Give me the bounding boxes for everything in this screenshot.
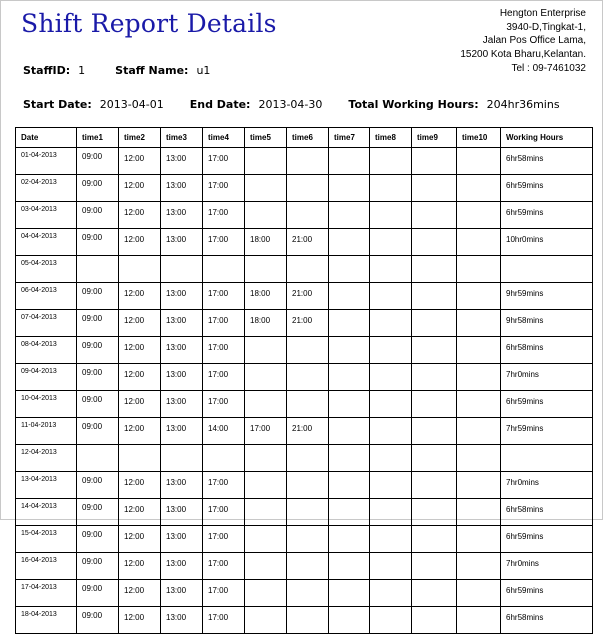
time-cell: 17:00 <box>203 283 245 310</box>
time-cell <box>245 337 287 364</box>
start-date-label: Start Date: <box>23 98 92 111</box>
time-cell <box>203 445 245 472</box>
date-cell: 04-04-2013 <box>16 229 77 256</box>
time-cell <box>329 310 370 337</box>
time-cell <box>287 526 329 553</box>
time-cell <box>370 553 412 580</box>
time-cell <box>329 472 370 499</box>
time-cell <box>412 418 457 445</box>
working-hours-cell: 9hr58mins <box>501 310 593 337</box>
time-cell <box>245 499 287 526</box>
time-cell <box>161 445 203 472</box>
time-cell: 13:00 <box>161 391 203 418</box>
time-cell <box>287 445 329 472</box>
time-cell: 13:00 <box>161 418 203 445</box>
table-row <box>16 148 593 175</box>
company-address-line: Jalan Pos Office Lama, <box>482 35 586 46</box>
time-cell <box>245 607 287 634</box>
time-cell: 09:00 <box>77 202 119 229</box>
working-hours-cell: 6hr59mins <box>501 175 593 202</box>
staff-name-value: u1 <box>196 64 211 77</box>
column-header: Date <box>16 128 77 148</box>
time-cell <box>329 175 370 202</box>
time-cell <box>329 418 370 445</box>
time-cell <box>329 391 370 418</box>
time-cell <box>329 553 370 580</box>
time-cell: 12:00 <box>119 418 161 445</box>
time-cell <box>119 256 161 283</box>
end-date-value: 2013-04-30 <box>258 98 323 111</box>
working-hours-cell: 7hr0mins <box>501 472 593 499</box>
table-row <box>16 256 593 283</box>
time-cell <box>457 337 501 364</box>
time-cell: 17:00 <box>203 310 245 337</box>
time-cell <box>457 418 501 445</box>
time-cell <box>370 445 412 472</box>
time-cell <box>287 607 329 634</box>
time-cell: 09:00 <box>77 175 119 202</box>
time-cell: 17:00 <box>203 229 245 256</box>
time-cell <box>245 202 287 229</box>
period-info <box>23 98 586 111</box>
time-cell: 09:00 <box>77 310 119 337</box>
working-hours-cell: 6hr58mins <box>501 607 593 634</box>
time-cell <box>287 391 329 418</box>
table-row <box>16 526 593 553</box>
time-cell: 17:00 <box>203 364 245 391</box>
time-cell <box>412 580 457 607</box>
shift-table <box>15 127 593 634</box>
total-hours-label: Total Working Hours: <box>348 98 479 111</box>
time-cell <box>329 256 370 283</box>
time-cell <box>412 202 457 229</box>
time-cell: 12:00 <box>119 364 161 391</box>
staff-id-value: 1 <box>78 64 86 77</box>
date-cell: 17-04-2013 <box>16 580 77 607</box>
working-hours-cell: 6hr58mins <box>501 148 593 175</box>
time-cell: 09:00 <box>77 391 119 418</box>
time-cell: 12:00 <box>119 310 161 337</box>
time-cell <box>457 607 501 634</box>
time-cell: 09:00 <box>77 337 119 364</box>
time-cell <box>412 445 457 472</box>
time-cell: 12:00 <box>119 202 161 229</box>
time-cell <box>457 310 501 337</box>
working-hours-cell <box>501 445 593 472</box>
time-cell <box>161 256 203 283</box>
date-cell: 14-04-2013 <box>16 499 77 526</box>
time-cell: 17:00 <box>245 418 287 445</box>
time-cell <box>245 391 287 418</box>
time-cell: 12:00 <box>119 526 161 553</box>
date-cell: 10-04-2013 <box>16 391 77 418</box>
time-cell: 13:00 <box>161 310 203 337</box>
time-cell: 12:00 <box>119 283 161 310</box>
time-cell <box>457 580 501 607</box>
table-row <box>16 580 593 607</box>
time-cell <box>457 499 501 526</box>
time-cell: 12:00 <box>119 391 161 418</box>
time-cell: 13:00 <box>161 526 203 553</box>
company-name: Hengton Enterprise <box>499 8 586 19</box>
table-row <box>16 202 593 229</box>
time-cell: 18:00 <box>245 283 287 310</box>
table-row <box>16 364 593 391</box>
working-hours-cell: 6hr58mins <box>501 337 593 364</box>
time-cell: 09:00 <box>77 148 119 175</box>
time-cell: 21:00 <box>287 229 329 256</box>
report-title: Shift Report Details <box>21 9 277 38</box>
time-cell <box>329 229 370 256</box>
time-cell: 12:00 <box>119 499 161 526</box>
time-cell: 12:00 <box>119 472 161 499</box>
time-cell <box>412 499 457 526</box>
time-cell: 09:00 <box>77 499 119 526</box>
time-cell <box>370 418 412 445</box>
column-header: time2 <box>119 128 161 148</box>
working-hours-cell <box>501 256 593 283</box>
working-hours-cell: 7hr0mins <box>501 364 593 391</box>
company-address-line: 15200 Kota Bharu,Kelantan. <box>460 48 586 60</box>
time-cell <box>245 553 287 580</box>
time-cell <box>329 607 370 634</box>
time-cell <box>329 202 370 229</box>
time-cell <box>287 553 329 580</box>
time-cell: 13:00 <box>161 472 203 499</box>
time-cell <box>457 229 501 256</box>
table-row <box>16 553 593 580</box>
time-cell: 21:00 <box>287 283 329 310</box>
working-hours-cell: 7hr0mins <box>501 553 593 580</box>
date-cell: 07-04-2013 <box>16 310 77 337</box>
time-cell <box>412 337 457 364</box>
column-header: time1 <box>77 128 119 148</box>
time-cell <box>245 445 287 472</box>
time-cell: 09:00 <box>77 364 119 391</box>
time-cell: 17:00 <box>203 148 245 175</box>
time-cell: 14:00 <box>203 418 245 445</box>
date-cell: 15-04-2013 <box>16 526 77 553</box>
table-row <box>16 175 593 202</box>
time-cell <box>412 607 457 634</box>
time-cell <box>457 175 501 202</box>
time-cell: 17:00 <box>203 337 245 364</box>
table-row <box>16 391 593 418</box>
time-cell <box>412 553 457 580</box>
time-cell <box>370 607 412 634</box>
total-hours-value: 204hr36mins <box>486 98 560 111</box>
time-cell: 17:00 <box>203 553 245 580</box>
time-cell <box>457 391 501 418</box>
time-cell <box>457 472 501 499</box>
time-cell: 17:00 <box>203 526 245 553</box>
column-header: time4 <box>203 128 245 148</box>
time-cell: 17:00 <box>203 499 245 526</box>
working-hours-cell: 6hr59mins <box>501 580 593 607</box>
time-cell <box>245 472 287 499</box>
time-cell: 09:00 <box>77 472 119 499</box>
time-cell: 09:00 <box>77 526 119 553</box>
time-cell: 13:00 <box>161 553 203 580</box>
date-cell: 11-04-2013 <box>16 418 77 445</box>
staff-id-label: StaffID: <box>23 64 71 77</box>
table-row <box>16 418 593 445</box>
table-row <box>16 472 593 499</box>
time-cell: 12:00 <box>119 229 161 256</box>
company-address-line: 3940-D,Tingkat-1, <box>506 21 586 33</box>
column-header: time9 <box>412 128 457 148</box>
time-cell: 09:00 <box>77 283 119 310</box>
time-cell <box>245 526 287 553</box>
start-date-value: 2013-04-01 <box>99 98 164 111</box>
time-cell <box>287 202 329 229</box>
working-hours-cell: 7hr59mins <box>501 418 593 445</box>
staff-info <box>23 64 240 77</box>
time-cell <box>245 256 287 283</box>
column-header: time3 <box>161 128 203 148</box>
time-cell <box>203 256 245 283</box>
time-cell: 12:00 <box>119 607 161 634</box>
column-header: time7 <box>329 128 370 148</box>
shift-table-container <box>15 127 592 634</box>
date-cell: 18-04-2013 <box>16 607 77 634</box>
time-cell <box>329 445 370 472</box>
date-cell: 13-04-2013 <box>16 472 77 499</box>
table-row <box>16 607 593 634</box>
time-cell: 12:00 <box>119 337 161 364</box>
working-hours-cell: 10hr0mins <box>501 229 593 256</box>
column-header: time8 <box>370 128 412 148</box>
time-cell <box>457 256 501 283</box>
column-header: Working Hours <box>501 128 593 148</box>
time-cell: 17:00 <box>203 391 245 418</box>
time-cell <box>287 364 329 391</box>
time-cell <box>287 472 329 499</box>
time-cell <box>457 202 501 229</box>
date-cell: 03-04-2013 <box>16 202 77 229</box>
time-cell: 17:00 <box>203 580 245 607</box>
time-cell: 13:00 <box>161 364 203 391</box>
time-cell: 13:00 <box>161 283 203 310</box>
time-cell <box>412 472 457 499</box>
time-cell <box>329 364 370 391</box>
time-cell <box>370 499 412 526</box>
time-cell: 12:00 <box>119 175 161 202</box>
time-cell <box>457 553 501 580</box>
time-cell <box>287 337 329 364</box>
time-cell <box>329 148 370 175</box>
time-cell: 13:00 <box>161 175 203 202</box>
table-row <box>16 229 593 256</box>
time-cell: 12:00 <box>119 553 161 580</box>
time-cell <box>412 526 457 553</box>
date-cell: 12-04-2013 <box>16 445 77 472</box>
time-cell <box>370 148 412 175</box>
company-tel: Tel : 09-7461032 <box>511 63 586 74</box>
column-header: time6 <box>287 128 329 148</box>
time-cell <box>329 499 370 526</box>
time-cell: 18:00 <box>245 310 287 337</box>
time-cell: 09:00 <box>77 553 119 580</box>
date-cell: 08-04-2013 <box>16 337 77 364</box>
time-cell <box>412 310 457 337</box>
table-row <box>16 499 593 526</box>
time-cell <box>412 364 457 391</box>
time-cell <box>370 364 412 391</box>
time-cell: 21:00 <box>287 418 329 445</box>
time-cell <box>412 283 457 310</box>
working-hours-cell: 6hr59mins <box>501 526 593 553</box>
time-cell <box>457 283 501 310</box>
date-cell: 02-04-2013 <box>16 175 77 202</box>
time-cell <box>457 148 501 175</box>
time-cell: 09:00 <box>77 607 119 634</box>
time-cell <box>77 256 119 283</box>
time-cell: 13:00 <box>161 337 203 364</box>
column-header: time10 <box>457 128 501 148</box>
time-cell: 13:00 <box>161 202 203 229</box>
time-cell <box>287 148 329 175</box>
date-cell: 09-04-2013 <box>16 364 77 391</box>
time-cell: 09:00 <box>77 229 119 256</box>
time-cell <box>457 364 501 391</box>
time-cell <box>370 526 412 553</box>
date-cell: 06-04-2013 <box>16 283 77 310</box>
time-cell <box>457 445 501 472</box>
time-cell: 12:00 <box>119 580 161 607</box>
time-cell <box>370 175 412 202</box>
time-cell: 13:00 <box>161 499 203 526</box>
time-cell <box>287 580 329 607</box>
time-cell: 13:00 <box>161 607 203 634</box>
time-cell <box>119 445 161 472</box>
table-row <box>16 283 593 310</box>
time-cell <box>370 310 412 337</box>
time-cell <box>457 526 501 553</box>
time-cell: 09:00 <box>77 418 119 445</box>
time-cell <box>245 148 287 175</box>
time-cell <box>370 283 412 310</box>
time-cell <box>370 472 412 499</box>
table-header-row <box>16 128 593 148</box>
time-cell <box>287 499 329 526</box>
time-cell <box>412 256 457 283</box>
time-cell: 13:00 <box>161 148 203 175</box>
working-hours-cell: 6hr58mins <box>501 499 593 526</box>
time-cell <box>287 175 329 202</box>
company-info <box>460 7 586 76</box>
time-cell <box>370 337 412 364</box>
time-cell <box>245 364 287 391</box>
date-cell: 16-04-2013 <box>16 553 77 580</box>
time-cell <box>329 526 370 553</box>
end-date-label: End Date: <box>189 98 251 111</box>
table-row <box>16 337 593 364</box>
time-cell <box>77 445 119 472</box>
time-cell <box>329 283 370 310</box>
time-cell <box>370 202 412 229</box>
time-cell <box>370 580 412 607</box>
time-cell <box>370 229 412 256</box>
time-cell <box>245 175 287 202</box>
staff-name-label: Staff Name: <box>115 64 189 77</box>
date-cell: 01-04-2013 <box>16 148 77 175</box>
time-cell <box>370 256 412 283</box>
time-cell: 17:00 <box>203 175 245 202</box>
column-header: time5 <box>245 128 287 148</box>
time-cell <box>412 148 457 175</box>
time-cell: 17:00 <box>203 472 245 499</box>
time-cell <box>412 391 457 418</box>
working-hours-cell: 6hr59mins <box>501 391 593 418</box>
working-hours-cell: 9hr59mins <box>501 283 593 310</box>
time-cell <box>370 391 412 418</box>
time-cell: 13:00 <box>161 580 203 607</box>
time-cell <box>287 256 329 283</box>
time-cell: 21:00 <box>287 310 329 337</box>
time-cell <box>412 175 457 202</box>
table-body <box>16 148 593 634</box>
time-cell <box>329 337 370 364</box>
table-row <box>16 445 593 472</box>
time-cell: 17:00 <box>203 202 245 229</box>
time-cell: 09:00 <box>77 580 119 607</box>
time-cell: 13:00 <box>161 229 203 256</box>
time-cell: 12:00 <box>119 148 161 175</box>
time-cell <box>329 580 370 607</box>
time-cell: 17:00 <box>203 607 245 634</box>
table-row <box>16 310 593 337</box>
working-hours-cell: 6hr59mins <box>501 202 593 229</box>
time-cell <box>412 229 457 256</box>
date-cell: 05-04-2013 <box>16 256 77 283</box>
time-cell: 18:00 <box>245 229 287 256</box>
time-cell <box>245 580 287 607</box>
